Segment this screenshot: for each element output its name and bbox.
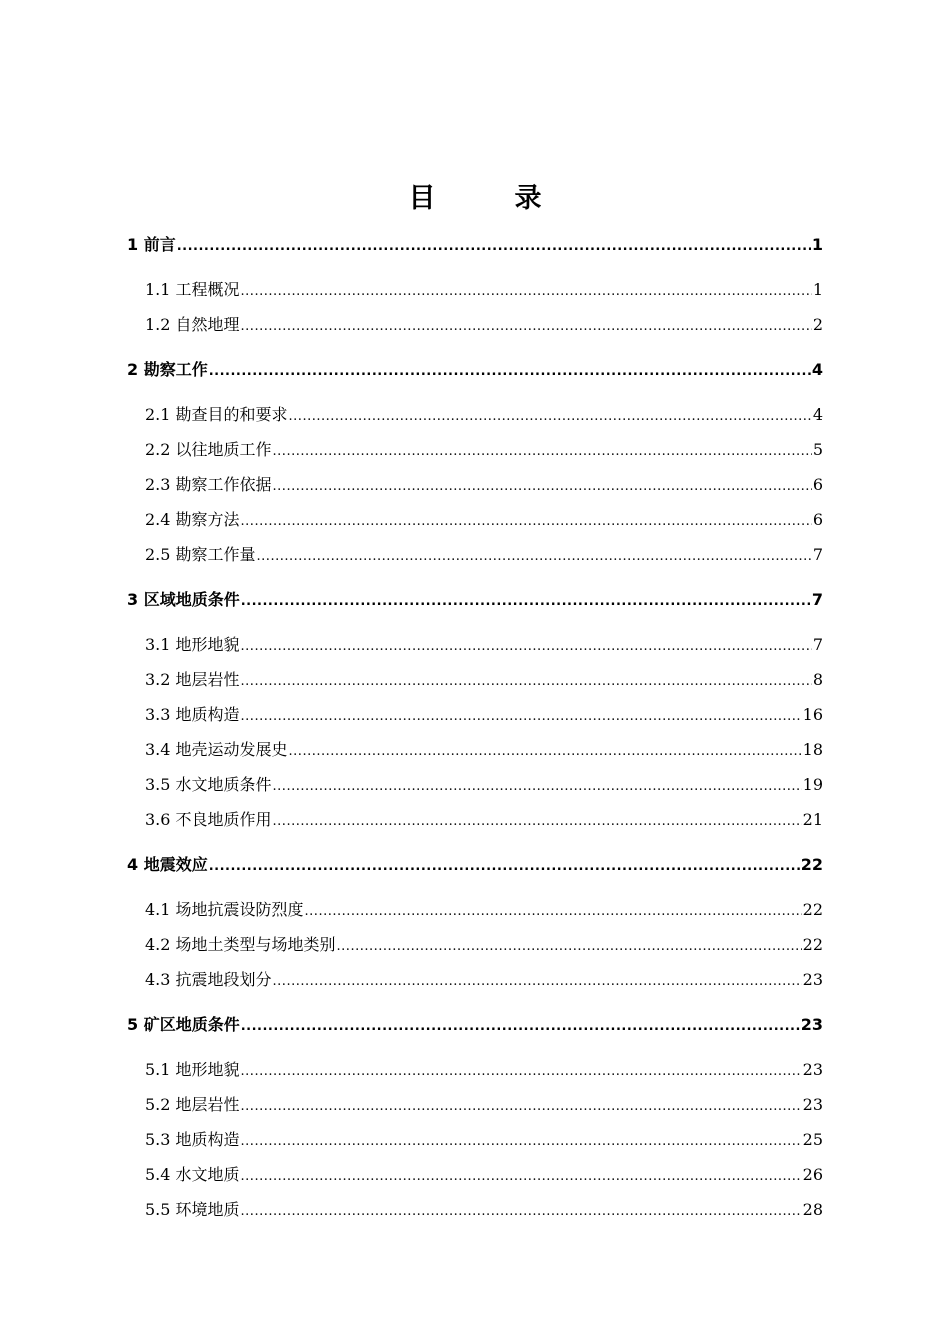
toc-page-number: 4: [811, 360, 823, 379]
toc-page-number: 23: [802, 1095, 823, 1114]
toc-dot-leader: [241, 1205, 802, 1218]
toc-section-entry[interactable]: [145, 807, 823, 830]
toc-entry-label: 3 区域地质条件: [127, 590, 240, 609]
toc-dot-leader: [273, 815, 802, 828]
toc-dot-leader: [241, 1100, 802, 1113]
toc-page-number: 6: [812, 510, 823, 529]
toc-dot-leader: [273, 445, 812, 458]
toc-entry-label: 2.5 勘察工作量: [145, 545, 256, 564]
toc-entry-label: 3.5 水文地质条件: [145, 775, 272, 794]
toc-entry-label: 3.6 不良地质作用: [145, 810, 272, 829]
toc-title: 目 录: [408, 183, 568, 214]
toc-section-entry[interactable]: [145, 737, 823, 760]
toc-chapter-entry[interactable]: [127, 852, 823, 875]
toc-dot-leader: [241, 1020, 800, 1033]
toc-entry-label: 2 勘察工作: [127, 360, 208, 379]
toc-page-number: 6: [812, 475, 823, 494]
toc-dot-leader: [241, 515, 812, 528]
toc-page-number: 22: [800, 855, 823, 874]
toc-dot-leader: [289, 745, 802, 758]
toc-entry-label: 3.4 地壳运动发展史: [145, 740, 288, 759]
toc-entry-label: 4.3 抗震地段划分: [145, 970, 272, 989]
toc-page-number: 28: [802, 1200, 823, 1219]
toc-entry-label: 2.2 以往地质工作: [145, 440, 272, 459]
toc-entry-label: 3.3 地质构造: [145, 705, 240, 724]
toc-page-number: 18: [802, 740, 823, 759]
toc-section-entry[interactable]: [145, 312, 823, 335]
toc-entry-label: 5.4 水文地质: [145, 1165, 240, 1184]
toc-dot-leader: [209, 860, 800, 873]
toc-section-entry[interactable]: [145, 472, 823, 495]
toc-page-number: 26: [802, 1165, 823, 1184]
toc-page-number: 2: [812, 315, 823, 334]
toc-page-number: 23: [802, 970, 823, 989]
toc-page-number: 16: [802, 705, 823, 724]
toc-entry-label: 5 矿区地质条件: [127, 1015, 240, 1034]
toc-dot-leader: [241, 285, 812, 298]
toc-page-number: 23: [802, 1060, 823, 1079]
toc-entry-label: 2.3 勘察工作依据: [145, 475, 272, 494]
toc-entry-label: 2.4 勘察方法: [145, 510, 240, 529]
toc-dot-leader: [337, 940, 802, 953]
toc-section-entry[interactable]: [145, 1057, 823, 1080]
toc-dot-leader: [241, 1170, 802, 1183]
toc-page-number: 1: [812, 280, 823, 299]
toc-section-entry[interactable]: [145, 702, 823, 725]
toc-dot-leader: [273, 780, 802, 793]
toc-section-entry[interactable]: [145, 1162, 823, 1185]
toc-section-entry[interactable]: [145, 1092, 823, 1115]
toc-section-entry[interactable]: [145, 897, 823, 920]
toc-dot-leader: [241, 1065, 802, 1078]
toc-entry-label: 4.2 场地土类型与场地类别: [145, 935, 336, 954]
toc-entry-label: 5.5 环境地质: [145, 1200, 240, 1219]
toc-section-entry[interactable]: [145, 667, 823, 690]
toc-page-number: 8: [812, 670, 823, 689]
toc-page-number: 22: [802, 900, 823, 919]
toc-dot-leader: [209, 365, 811, 378]
toc-entry-label: 2.1 勘查目的和要求: [145, 405, 288, 424]
toc-chapter-entry[interactable]: [127, 1012, 823, 1035]
toc-page-number: 22: [802, 935, 823, 954]
toc-dot-leader: [241, 675, 812, 688]
toc-section-entry[interactable]: [145, 1127, 823, 1150]
toc-dot-leader: [241, 1135, 802, 1148]
toc-page-number: 1: [811, 235, 823, 254]
toc-section-entry[interactable]: [145, 437, 823, 460]
toc-dot-leader: [177, 240, 811, 253]
toc-entry-label: 3.1 地形地貌: [145, 635, 240, 654]
toc-page-number: 4: [812, 405, 823, 424]
toc-section-entry[interactable]: [145, 772, 823, 795]
toc-section-entry[interactable]: [145, 1197, 823, 1220]
toc-dot-leader: [241, 710, 802, 723]
toc-section-entry[interactable]: [145, 277, 823, 300]
toc-section-entry[interactable]: [145, 932, 823, 955]
toc-section-entry[interactable]: [145, 507, 823, 530]
toc-dot-leader: [273, 975, 802, 988]
toc-chapter-entry[interactable]: [127, 587, 823, 610]
toc-chapter-entry[interactable]: [127, 232, 823, 255]
toc-dot-leader: [241, 640, 812, 653]
toc-dot-leader: [273, 480, 812, 493]
toc-entry-label: 1.1 工程概况: [145, 280, 240, 299]
toc-page-number: 23: [800, 1015, 823, 1034]
toc-chapter-entry[interactable]: [127, 357, 823, 380]
toc-section-entry[interactable]: [145, 967, 823, 990]
toc-entry-label: 4.1 场地抗震设防烈度: [145, 900, 304, 919]
toc-dot-leader: [241, 595, 811, 608]
toc-page-number: 21: [802, 810, 823, 829]
toc-page-number: 5: [812, 440, 823, 459]
toc-section-entry[interactable]: [145, 632, 823, 655]
toc-page-number: 7: [811, 590, 823, 609]
toc-entry-label: 1.2 自然地理: [145, 315, 240, 334]
toc-entry-label: 5.3 地质构造: [145, 1130, 240, 1149]
toc-page-number: 7: [812, 545, 823, 564]
toc-entry-label: 5.1 地形地貌: [145, 1060, 240, 1079]
toc-section-entry[interactable]: [145, 542, 823, 565]
toc-entry-label: 4 地震效应: [127, 855, 208, 874]
toc-dot-leader: [289, 410, 812, 423]
toc-page-number: 19: [802, 775, 823, 794]
toc-dot-leader: [305, 905, 802, 918]
toc-section-entry[interactable]: [145, 402, 823, 425]
toc-entry-label: 5.2 地层岩性: [145, 1095, 240, 1114]
toc-page-number: 25: [802, 1130, 823, 1149]
toc-entry-label: 3.2 地层岩性: [145, 670, 240, 689]
toc-entry-label: 1 前言: [127, 235, 176, 254]
toc-page-number: 7: [812, 635, 823, 654]
toc-dot-leader: [257, 550, 812, 563]
toc-dot-leader: [241, 320, 812, 333]
